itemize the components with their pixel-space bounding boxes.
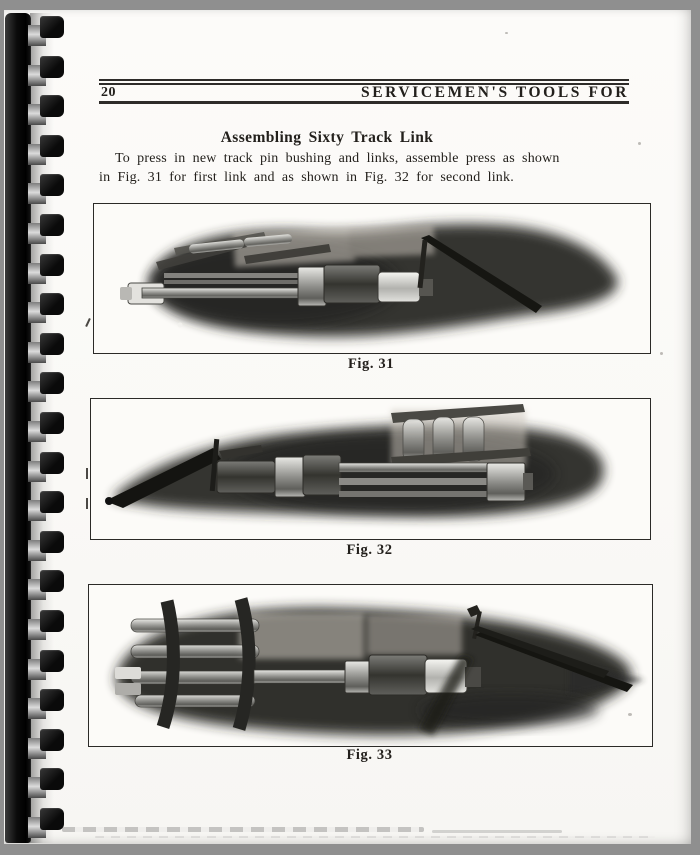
section-heading: Assembling Sixty Track Link <box>220 129 434 146</box>
figure-31-caption: Fig. 31 <box>347 356 395 372</box>
scan-smudge-bottom-2 <box>432 830 562 833</box>
binding-tooth <box>27 570 65 600</box>
header-rule-top-upper <box>99 79 629 81</box>
scan-speck <box>505 32 508 34</box>
scan-speck <box>628 713 632 716</box>
binding-tooth <box>27 174 65 204</box>
binding-tooth <box>27 135 65 165</box>
binding-tooth <box>27 729 65 759</box>
binding-tooth <box>27 16 65 46</box>
binding-tooth <box>27 531 65 561</box>
running-header: SERVICEMEN'S TOOLS FOR <box>361 84 629 101</box>
binding-tooth <box>27 768 65 798</box>
figure-31-frame <box>93 203 651 354</box>
binding-tooth <box>27 412 65 442</box>
scan-smudge-bottom <box>62 827 424 832</box>
body-paragraph <box>99 150 619 187</box>
binding-tooth <box>27 333 65 363</box>
scan-smudge-bottom-3 <box>95 836 655 838</box>
binding-tooth <box>27 491 65 521</box>
figure-32-photo <box>91 399 650 539</box>
scan-speck <box>638 142 641 145</box>
binding-tooth <box>27 214 65 244</box>
binding-tooth <box>27 95 65 125</box>
body-line-2: in Fig. 31 for first link and as shown in Fig. 32 for second link. <box>99 169 514 185</box>
figure-33-photo <box>89 585 652 746</box>
figure-33-caption: Fig. 33 <box>346 747 393 763</box>
figure-32-caption: Fig. 32 <box>346 542 393 558</box>
scan-speck <box>660 352 663 355</box>
page-number: 20 <box>101 85 116 100</box>
binding-tooth <box>27 56 65 86</box>
margin-mark <box>86 498 88 509</box>
binding-tooth <box>27 650 65 680</box>
binding-tooth <box>27 808 65 838</box>
margin-mark <box>86 468 88 479</box>
figure-32-frame <box>90 398 651 540</box>
body-line-1: To press in new track pin bushing and links, assemble press as shown <box>115 151 560 166</box>
binding-tooth <box>27 689 65 719</box>
binding-tooth <box>27 610 65 640</box>
binding-tooth <box>27 293 65 323</box>
binding-tooth <box>27 452 65 482</box>
binding-tooth <box>27 254 65 284</box>
figure-33-frame <box>88 584 653 747</box>
figure-31-photo <box>94 204 650 353</box>
binding-tooth <box>27 372 65 402</box>
